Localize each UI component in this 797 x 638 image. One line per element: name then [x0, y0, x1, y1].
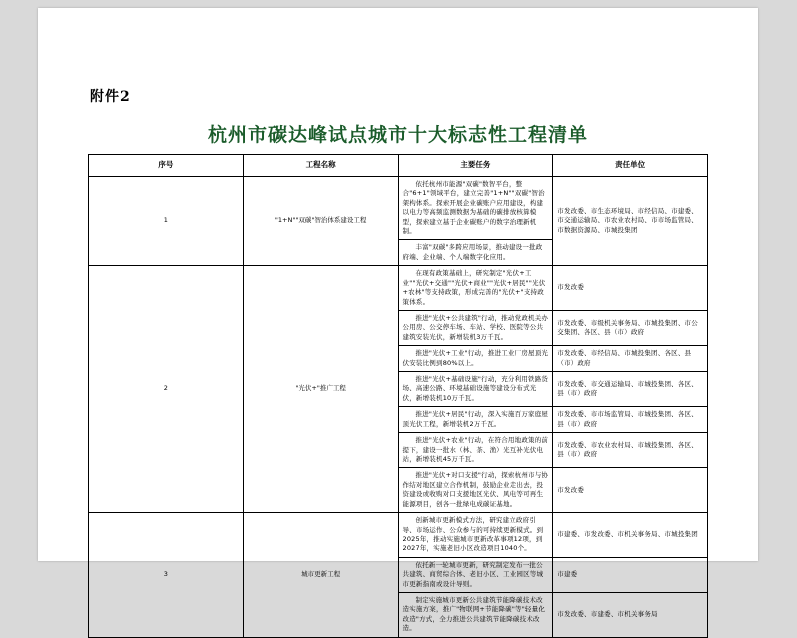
- row-task: 依托杭州市能源"双碳"数智平台，整合"6+1"领域平台，建立完善"1+N""双碳"智治架构体系。探索开展企业碳账户应用建设，构建以电力等高频监测数据为基础的碳排放核算模型，探索建立基于企业碳账户的数字治理新机制。: [398, 176, 553, 240]
- row-responsible-unit: 市发改委、市市场监管局、市城投集团、各区、县（市）政府: [553, 407, 708, 433]
- header-index: 序号: [89, 155, 244, 177]
- row-responsible-unit: 市发改委: [553, 266, 708, 311]
- row-task: 推进"光伏+对口支援"行动，探索杭州市与协作结对地区建立合作机制，鼓励企业走出去，投资建设或收购对口支援地区光伏、风电等可再生能源项目，创各一批绿电成碳证基地。: [398, 468, 553, 513]
- row-project-name: 城市更新工程: [243, 513, 398, 638]
- row-task: 创新城市更新模式方法，研究建立政府引导、市场运作、公众参与的可持续更新模式。到2025年，推动实施城市更新改革事项12项，到2027年，实施老旧小区改造项目1040个。: [398, 513, 553, 558]
- document-title: 杭州市碳达峰试点城市十大标志性工程清单: [207, 124, 588, 146]
- row-responsible-unit: 市发改委、市经信局、市城投集团、各区、县（市）政府: [553, 346, 708, 372]
- row-responsible-unit: 市发改委、市生态环境局、市经信局、市建委、市交通运输局、市农业农村局、市市场监管局、市数据资源局、市城投集团: [553, 176, 708, 265]
- row-project-name: "1+N""双碳"智治体系建设工程: [243, 176, 398, 265]
- row-task: 推进"光伏+工业"行动，推进工业厂房屋顶光伏安装比例到80%以上。: [398, 346, 553, 372]
- header-main-tasks: 主要任务: [398, 155, 553, 177]
- row-responsible-unit: 市发改委: [553, 468, 708, 513]
- row-task: 推进"光伏+公共建筑"行动，推动党政机关办公用房、公交停车场、车站、学校、医院等公共建筑安装光伏，新增装机3万千瓦。: [398, 310, 553, 345]
- row-responsible-unit: 市发改委、市级机关事务局、市城投集团、市公交集团、各区、县（市）政府: [553, 310, 708, 345]
- header-project-name: 工程名称: [243, 155, 398, 177]
- row-responsible-unit: 市建委: [553, 557, 708, 592]
- table-row: [89, 513, 708, 558]
- row-task: 依托新一轮城市更新，研究制定发布一批公共建筑、商贸综合体、老旧小区、工业园区等城市更新指南或设计导则。: [398, 557, 553, 592]
- row-project-name: "光伏+"推广工程: [243, 266, 398, 513]
- row-responsible-unit: 市发改委、市交通运输局、市城投集团、各区、县（市）政府: [553, 372, 708, 407]
- row-task: 推进"光伏+居民"行动，深入实施百万家庭屋顶光伏工程，新增装机2万千瓦。: [398, 407, 553, 433]
- table-header-row: [89, 155, 708, 177]
- row-task: 推进"光伏+基础设施"行动，充分利用铁路货场、高速公路、环境基础设施等建设分布式光伏，新增装机10万千瓦。: [398, 372, 553, 407]
- attachment-label: 附件2: [90, 89, 131, 105]
- row-index: 3: [89, 513, 244, 638]
- table-row: [89, 176, 708, 240]
- engineering-list-table: [88, 154, 708, 638]
- row-task: 推进"光伏+农业"行动，在符合用地政策的前提下，建设一批水（林、茶、渔）光互补光伏电站，新增装机45万千瓦。: [398, 433, 553, 468]
- row-task: 制定实施城市更新公共建筑节能降碳技术改造实施方案，推广"物联网+节能降碳"等"轻量化改造"方式，全力推进公共建筑节能降碳技术改造。: [398, 593, 553, 638]
- row-index: 1: [89, 176, 244, 265]
- row-index: 2: [89, 266, 244, 513]
- row-responsible-unit: 市发改委、市农业农村局、市城投集团、各区、县（市）政府: [553, 433, 708, 468]
- header-responsible-unit: 责任单位: [553, 155, 708, 177]
- row-task: 丰富"双碳"多跨应用场景，推动建设一批政府端、企业端、个人端数字化应用。: [398, 240, 553, 266]
- table-row: [89, 266, 708, 311]
- document-page: [38, 8, 758, 633]
- row-responsible-unit: 市发改委、市建委、市机关事务局: [553, 593, 708, 638]
- row-responsible-unit: 市建委、市发改委、市机关事务局、市城投集团: [553, 513, 708, 558]
- row-task: 在现有政策基础上，研究制定"光伏+工业""光伏+交通""光伏+商业""光伏+居民""光伏+农林"等支持政策，形成完善的"光伏+"支持政策体系。: [398, 266, 553, 311]
